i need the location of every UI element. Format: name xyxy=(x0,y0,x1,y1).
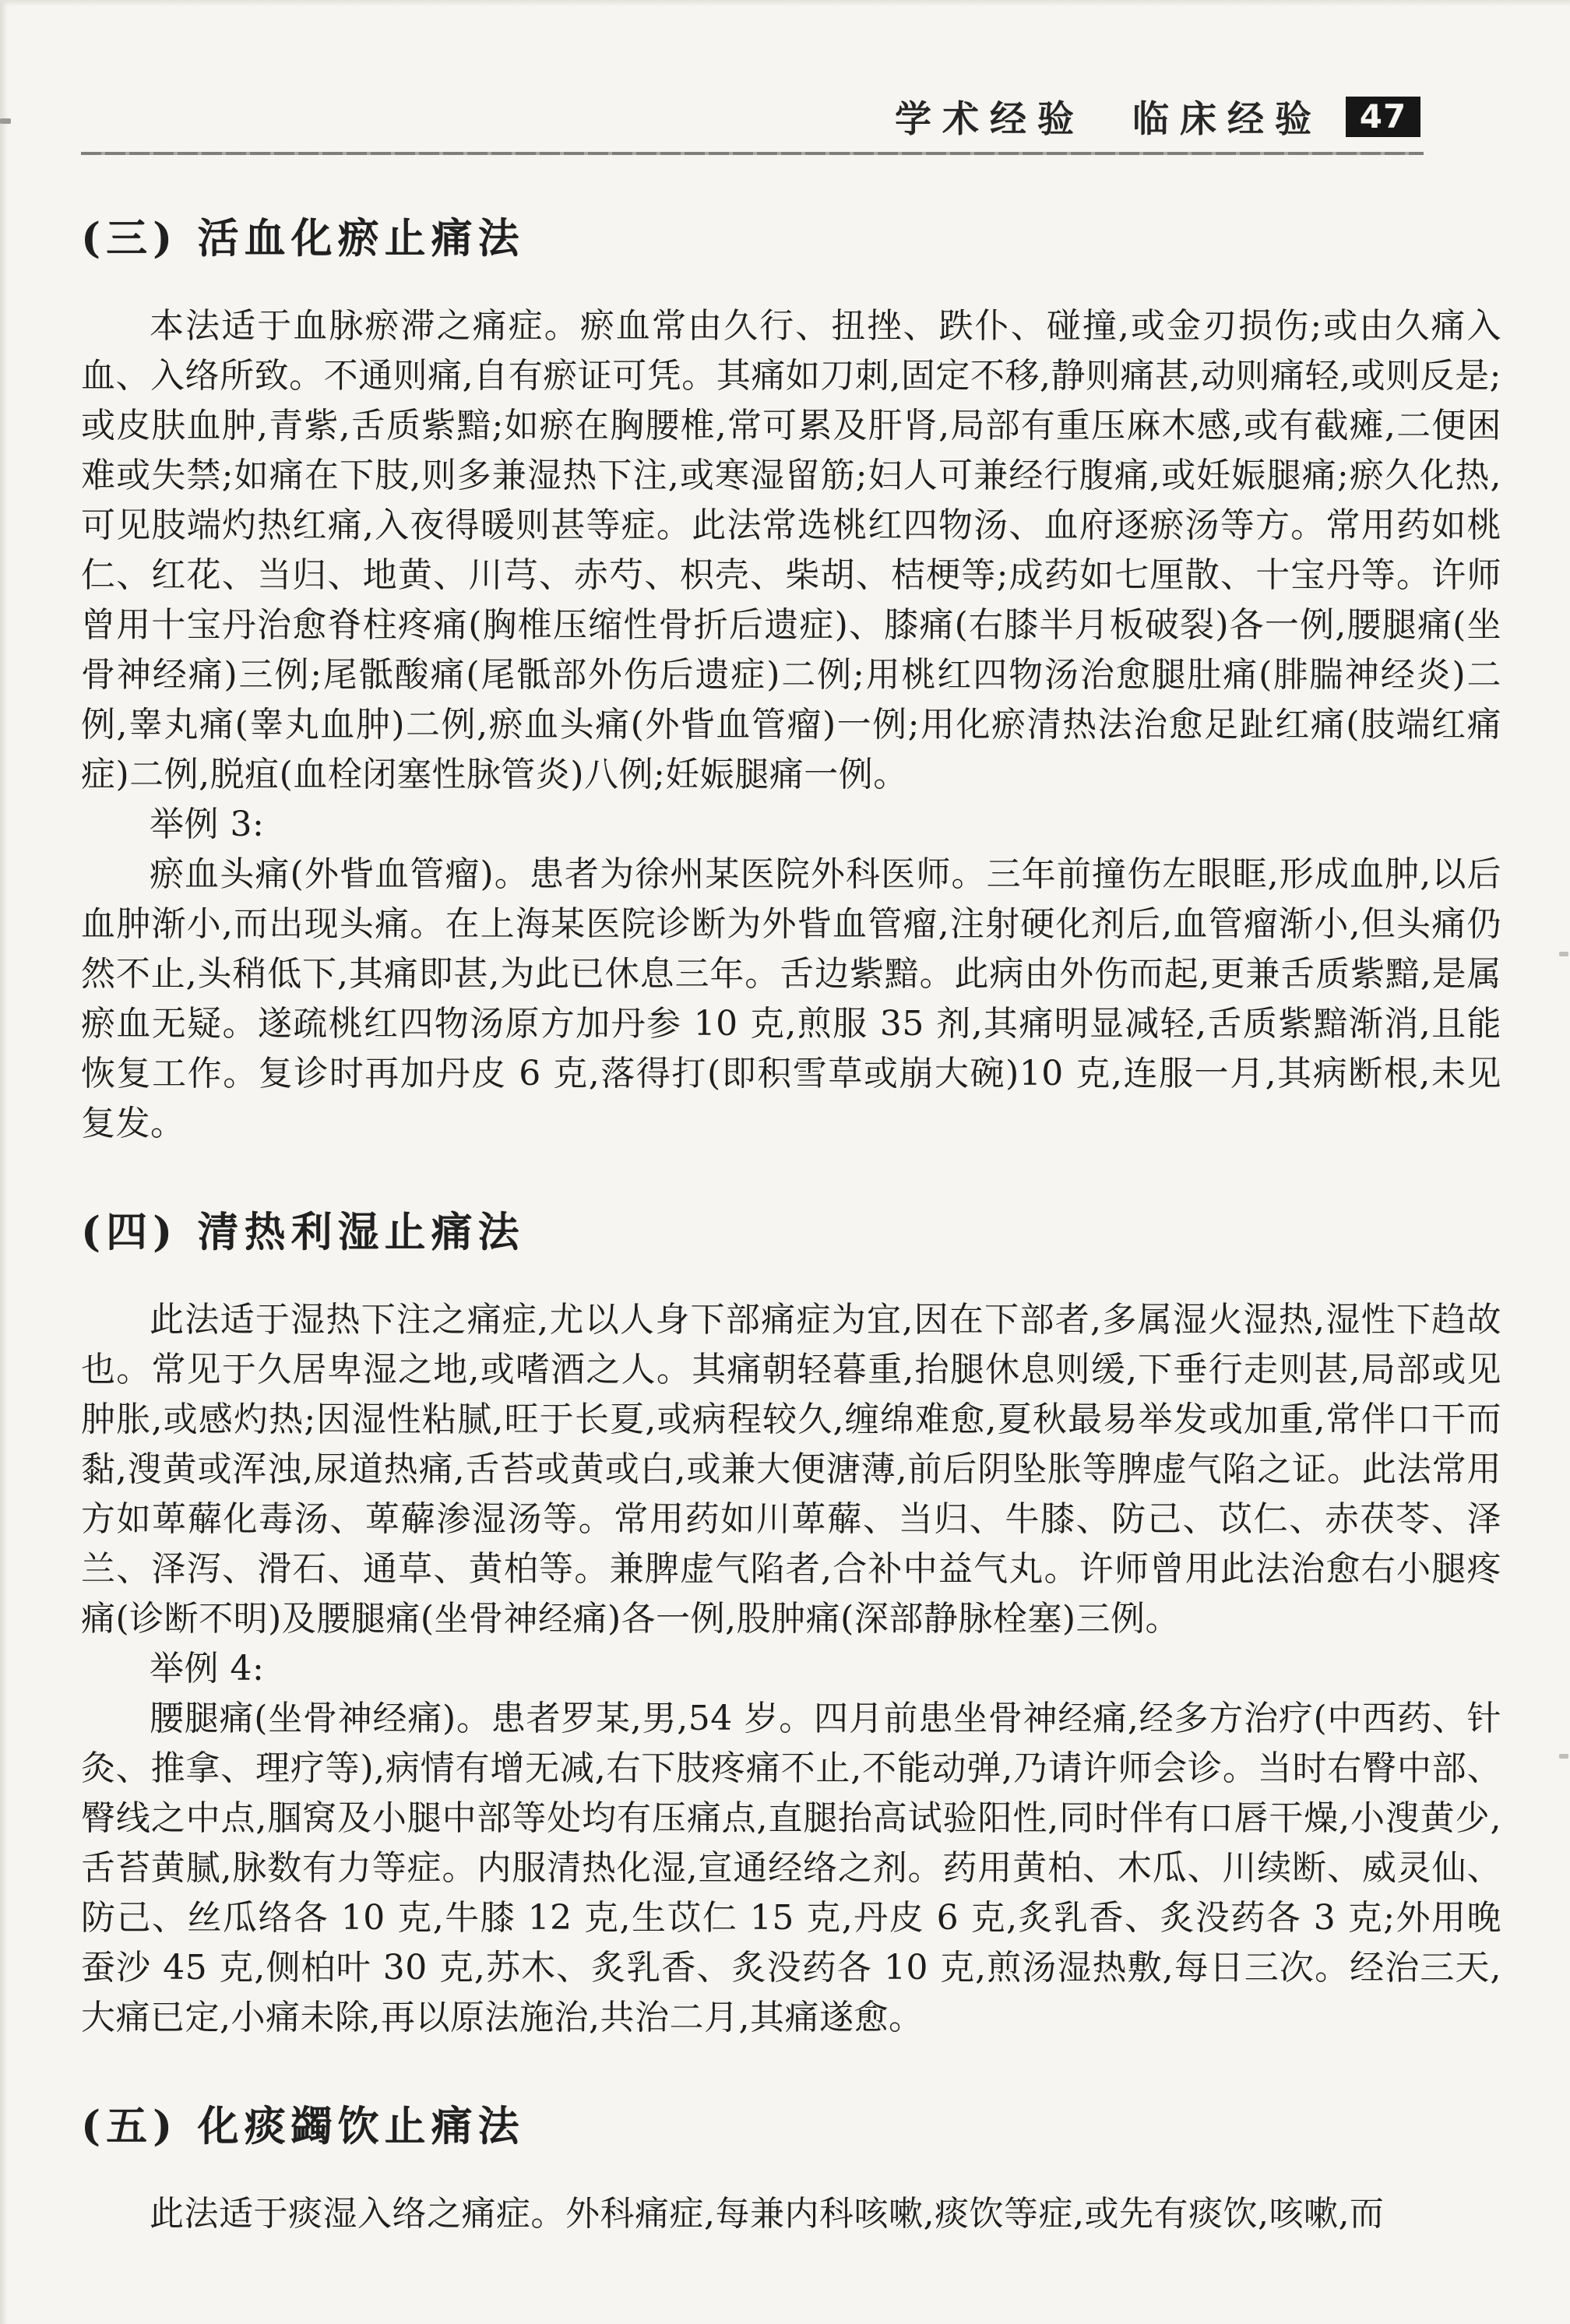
scan-artifact xyxy=(0,118,11,124)
scan-edge-shading-top xyxy=(0,0,1570,6)
header-divider xyxy=(81,152,1424,155)
example-4-case-paragraph: 腰腿痛(坐骨神经痛)。患者罗某,男,54 岁。四月前患坐骨神经痛,经多方治疗(中西药、针灸、推拿、理疗等),病情有增无减,右下肢疼痛不止,不能动弹,乃请许师会诊。当时右臀中部、臀线之中点,腘窝及小腿中部等处均有压痛点,直腿抬高试验阳性,同时伴有口唇干燥,小溲黄少,舌苔黄腻,脉数有力等症。内服清热化湿,宣通经络之剂。药用黄柏、木瓜、川续断、威灵仙、防己、丝瓜络各 10 克,牛膝 12 克,生苡仁 15 克,丹皮 6 克,炙乳香、炙没药各 3 克;外用晚蚕沙 45 克,侧柏叶 30 克,苏木、炙乳香、炙没药各 10 克,煎汤湿热敷,每日三次。经治三天,大痛已定,小痛未除,再以原法施治,共治二月,其痛遂愈。 xyxy=(81,1699,1501,2037)
section-3-body-paragraph: 本法适于血脉瘀滞之痛症。瘀血常由久行、扭挫、跌仆、碰撞,或金刃损伤;或由久痛入血、入络所致。不通则痛,自有瘀证可凭。其痛如刀刺,固定不移,静则痛甚,动则痛轻,或则反是;或皮肤血肿,青紫,舌质紫黯;如瘀在胸腰椎,常可累及肝肾,局部有重压麻木感,或有截瘫,二便困难或失禁;如痛在下肢,则多兼湿热下注,或寒湿留筋;妇人可兼经行腹痛,或妊娠腿痛;瘀久化热,可见肢端灼热红痛,入夜得暖则甚等症。此法常选桃红四物汤、血府逐瘀汤等方。常用药如桃仁、红花、当归、地黄、川芎、赤芍、枳壳、柴胡、桔梗等;成药如七厘散、十宝丹等。许师曾用十宝丹治愈脊柱疼痛(胸椎压缩性骨折后遗症)、膝痛(右膝半月板破裂)各一例,腰腿痛(坐骨神经痛)三例;尾骶酸痛(尾骶部外伤后遗症)二例;用桃红四物汤治愈腿肚痛(腓腨神经炎)二例,睾丸痛(睾丸血肿)二例,瘀血头痛(外眥血管瘤)一例;用化瘀清热法治愈足趾红痛(肢端红痛症)二例,脱疽(血栓闭塞性脉管炎)八例;妊娠腿痛一例。 xyxy=(81,306,1501,794)
section-5-body-paragraph: 此法适于痰湿入络之痛症。外科痛症,每兼内科咳嗽,痰饮等症,或先有痰饮,咳嗽,而 xyxy=(150,2194,1385,2234)
scan-artifact xyxy=(1559,952,1568,956)
section-4-body-paragraph: 此法适于湿热下注之痛症,尤以人身下部痛症为宜,因在下部者,多属湿火湿热,湿性下趋故也。常见于久居卑湿之地,或嗜酒之人。其痛朝轻暮重,抬腿休息则缓,下垂行走则甚,局部或见肿胀,或感灼热;因湿性粘腻,旺于长夏,或病程较久,缠绵难愈,夏秋最易举发或加重,常伴口干而黏,溲黄或浑浊,尿道热痛,舌苔或黄或白,或兼大便溏薄,前后阴坠胀等脾虚气陷之证。此法常用方如萆薢化毒汤、萆薢渗湿汤等。常用药如川萆薢、当归、牛膝、防己、苡仁、赤茯苓、泽兰、泽泻、滑石、通草、黄柏等。兼脾虚气陷者,合补中益气丸。许师曾用此法治愈右小腿疼痛(诊断不明)及腰腿痛(坐骨神经痛)各一例,股肿痛(深部静脉栓塞)三例。 xyxy=(81,1300,1501,1639)
example-3-case-paragraph: 瘀血头痛(外眥血管瘤)。患者为徐州某医院外科医师。三年前撞伤左眼眶,形成血肿,以后血肿渐小,而出现头痛。在上海某医院诊断为外眥血管瘤,注射硬化剂后,血管瘤渐小,但头痛仍然不止,头稍低下,其痛即甚,为此已休息三年。舌边紫黯。此病由外伤而起,更兼舌质紫黯,是属瘀血无疑。遂疏桃红四物汤原方加丹参 10 克,煎服 35 剂,其痛明显减轻,舌质紫黯渐消,且能恢复工作。复诊时再加丹皮 6 克,落得打(即积雪草或崩大碗)10 克,连服一月,其病断根,未见复发。 xyxy=(81,854,1501,1143)
running-title: 学术经验 临床经验 xyxy=(895,98,1322,141)
page-header xyxy=(81,0,1501,143)
page-content xyxy=(81,211,1501,2239)
scan-edge-shading-left xyxy=(0,0,8,2324)
example-4-label: 举例 4: xyxy=(150,1649,265,1688)
section-heading-qingre-lishi: (四) 清热利湿止痛法 xyxy=(81,1208,525,1256)
section-heading-huoxue-huayu: (三) 活血化瘀止痛法 xyxy=(81,214,525,262)
page-number-badge: 47 xyxy=(1346,97,1420,137)
example-3-label: 举例 3: xyxy=(150,805,265,844)
section-heading-huatan-juanyin: (五) 化痰蠲饮止痛法 xyxy=(81,2102,525,2150)
scan-artifact xyxy=(1559,1754,1568,1759)
